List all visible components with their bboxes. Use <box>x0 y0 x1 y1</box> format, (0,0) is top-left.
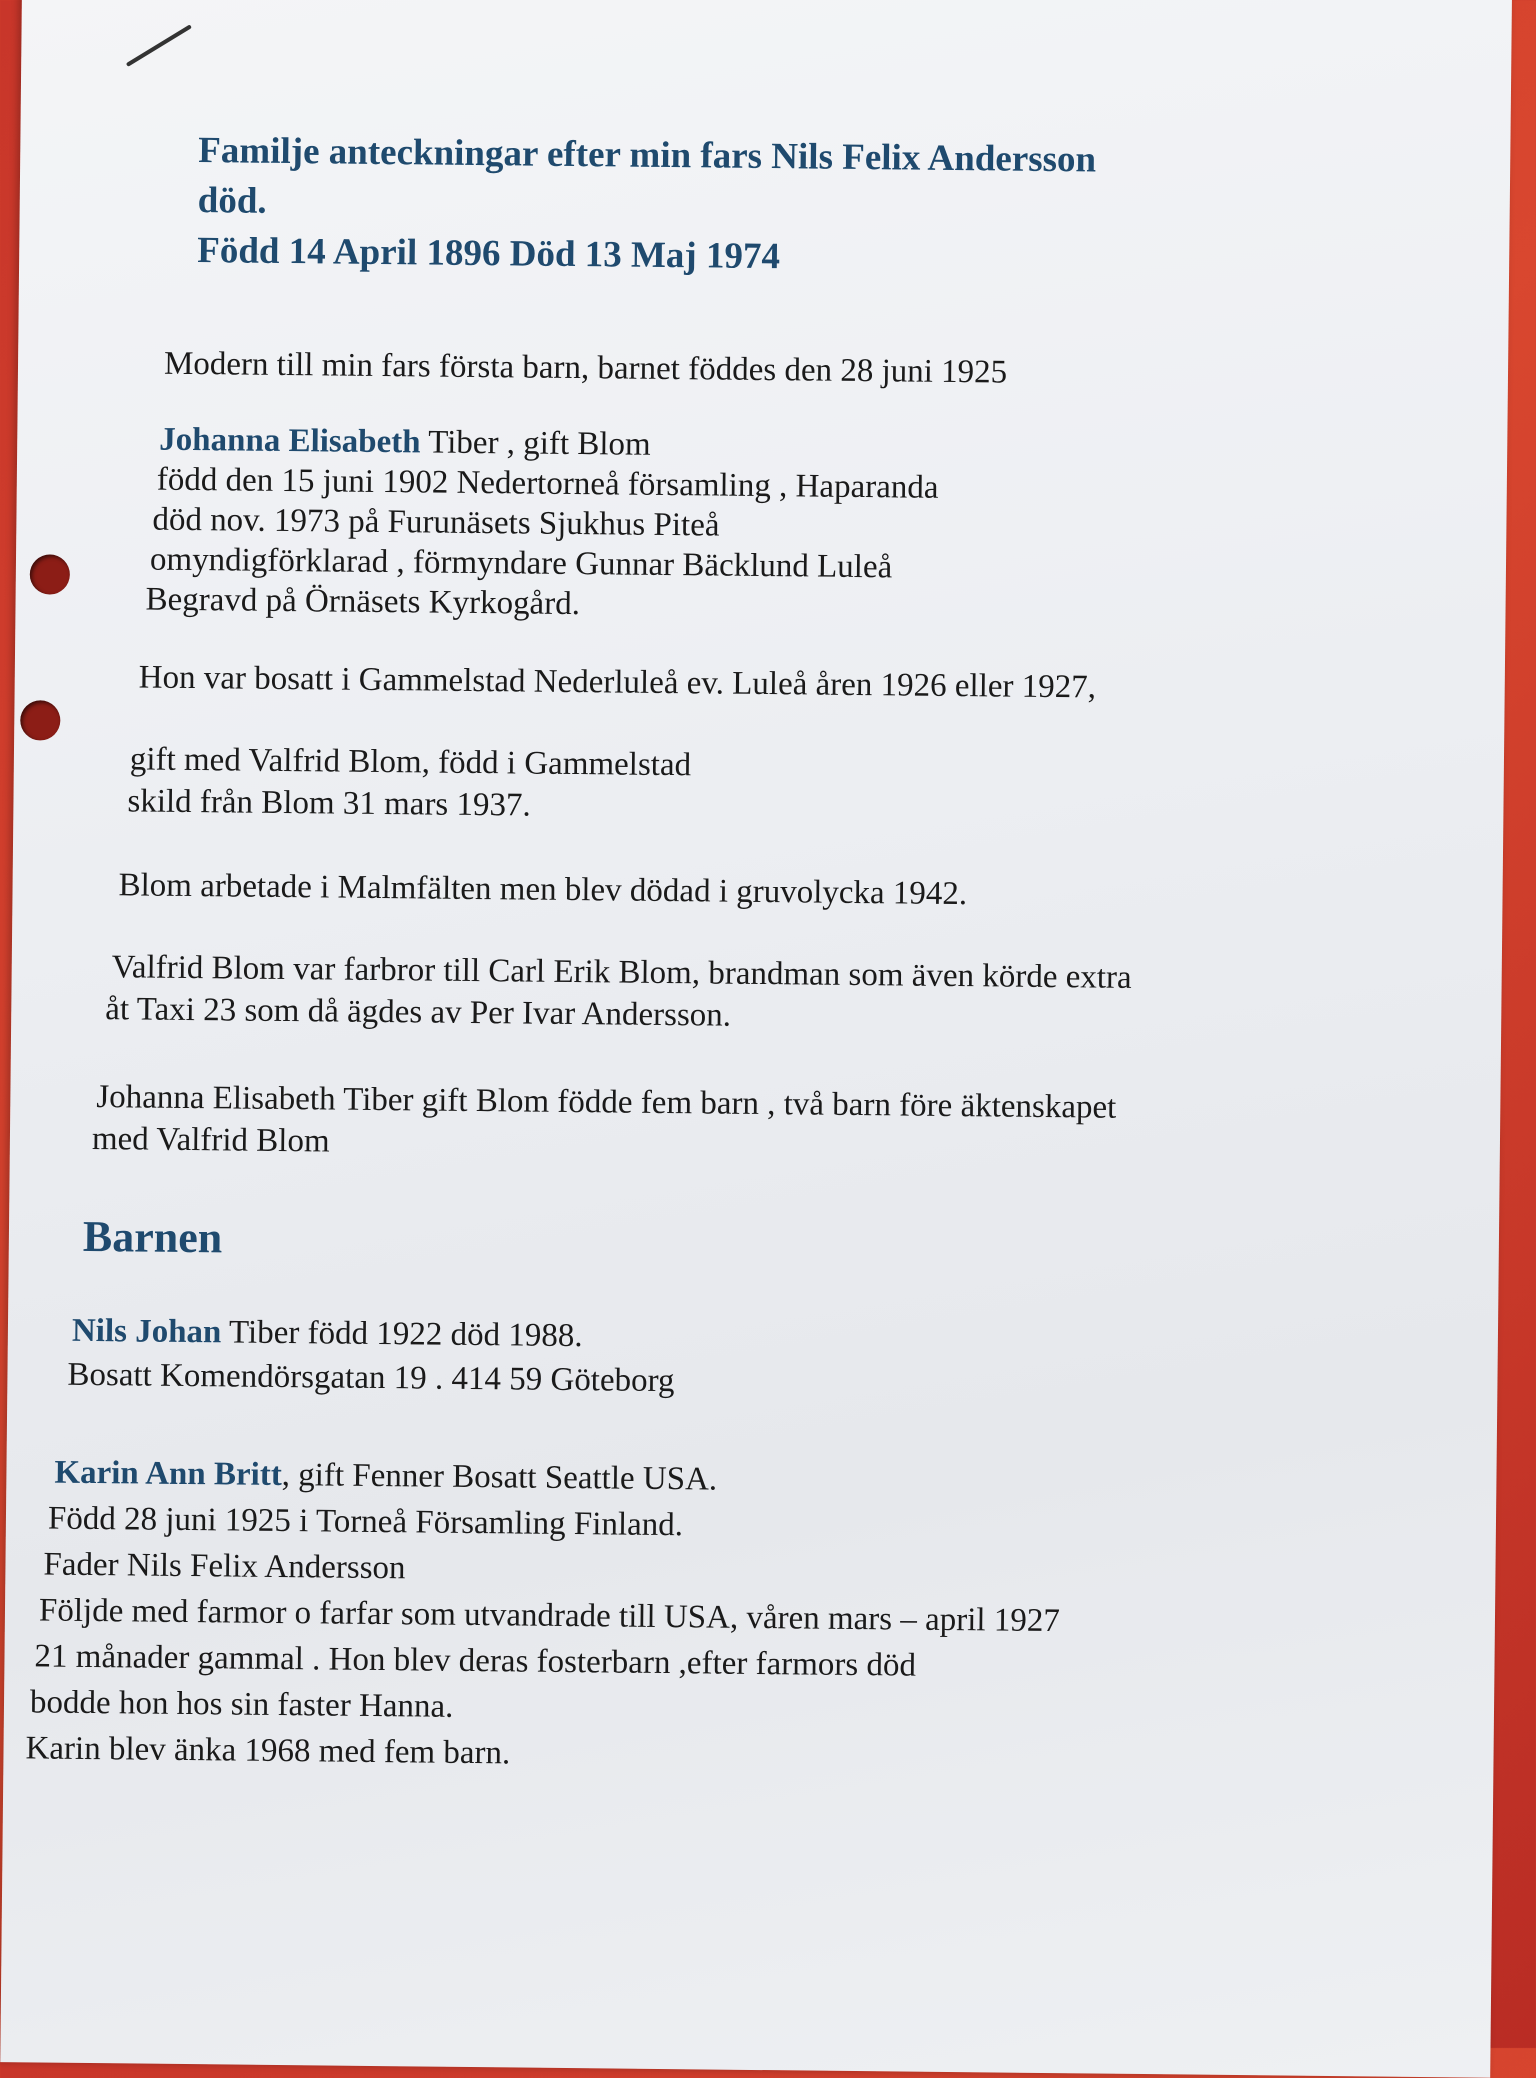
title-line: Född 14 April 1896 Död 13 Maj 1974 <box>197 230 781 278</box>
child2-detail-line: bodde hon hos sin faster Hanna. <box>29 1684 454 1725</box>
mother-name-rest: Tiber , gift Blom <box>420 424 651 463</box>
punch-hole <box>30 554 70 594</box>
accident-line: Blom arbetade i Malmfälten men blev dödad i gruvolycka 1942. <box>118 867 968 913</box>
children-heading: Barnen <box>82 1211 223 1263</box>
child2-detail-line: Född 28 juni 1925 i Torneå Församling Finland. <box>47 1500 684 1544</box>
child2-name: Karin Ann Britt <box>54 1454 282 1493</box>
staple <box>126 24 192 66</box>
residence-line: Hon var bosatt i Gammelstad Nederluleå ev. Luleå åren 1926 eller 1927, <box>138 659 1097 706</box>
child2-name-line <box>54 1455 717 1499</box>
intro-line: Modern till min fars första barn, barnet föddes den 28 juni 1925 <box>163 345 1008 391</box>
children-note-line: med Valfrid Blom <box>91 1120 330 1160</box>
child1-name: Nils Johan <box>71 1312 222 1351</box>
marriage-line: gift med Valfrid Blom, född i Gammelstad <box>129 741 692 784</box>
mother-name-line <box>159 422 651 464</box>
relation-line: åt Taxi 23 som då ägdes av Per Ivar Andersson. <box>105 991 732 1034</box>
child2-detail-line: Karin blev änka 1968 med fem barn. <box>25 1730 511 1772</box>
relation-line: Valfrid Blom var farbror till Carl Erik Blom, brandman som även körde extra <box>111 949 1132 996</box>
child2-detail-line: 21 månader gammal . Hon blev deras fosterbarn ,efter farmors död <box>34 1638 917 1684</box>
mother-detail-line: Begravd på Örnäsets Kyrkogård. <box>145 581 581 623</box>
child1-name-rest: Tiber född 1922 död 1988. <box>221 1314 583 1355</box>
mother-name: Johanna Elisabeth <box>159 421 421 461</box>
mother-detail-line: född den 15 juni 1902 Nedertorneå församling , Haparanda <box>156 461 939 506</box>
mother-detail-line: död nov. 1973 på Furunäsets Sjukhus Piteå <box>152 501 720 544</box>
children-note-line: Johanna Elisabeth Tiber gift Blom födde fem barn , två barn före äktenskapet <box>96 1079 1117 1126</box>
child1-detail-line: Bosatt Komendörsgatan 19 . 414 59 Göteborg <box>67 1356 675 1400</box>
title-line: död. <box>197 180 267 222</box>
child2-detail-line: Följde med farmor o farfar som utvandrade till USA, våren mars – april 1927 <box>38 1592 1061 1640</box>
child2-name-rest: , gift Fenner Bosatt Seattle USA. <box>281 1457 718 1498</box>
marriage-line: skild från Blom 31 mars 1937. <box>127 783 531 824</box>
child2-detail-line: Fader Nils Felix Andersson <box>43 1546 406 1587</box>
title-line: Familje anteckningar efter min fars Nils Felix Andersson <box>198 130 1097 181</box>
mother-detail-line: omyndigförklarad , förmyndare Gunnar Bäcklund Luleå <box>149 541 893 586</box>
punch-hole <box>20 700 60 740</box>
child1-name-line <box>72 1313 583 1355</box>
document-title <box>197 126 1349 288</box>
